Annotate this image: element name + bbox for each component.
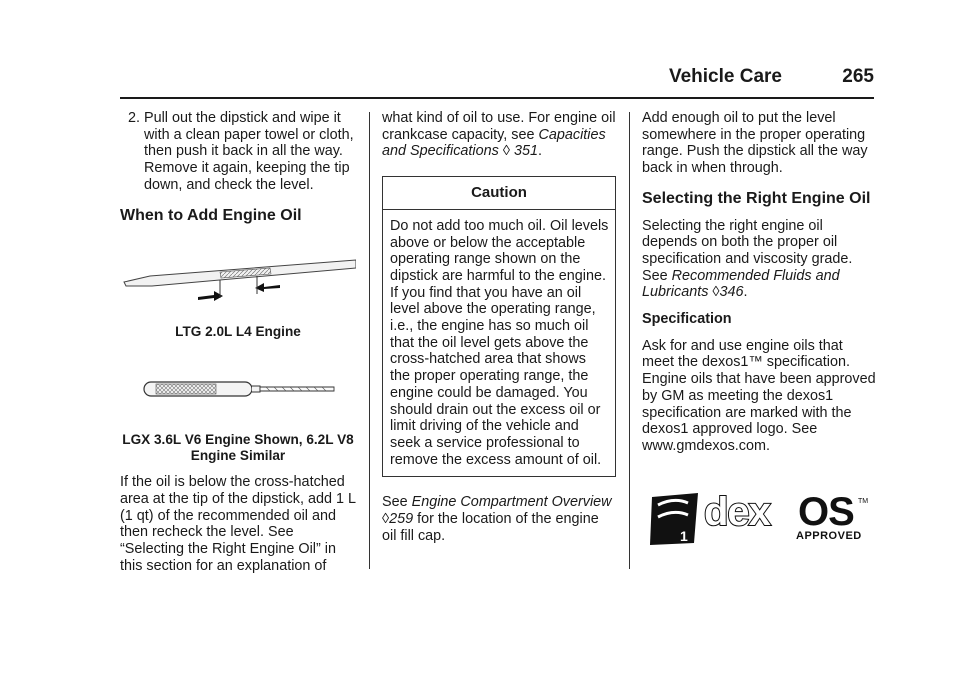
column-1 bbox=[120, 110, 356, 574]
see-prefix: See bbox=[382, 494, 408, 511]
ref-symbol: ◊ bbox=[712, 284, 720, 301]
caution-text: Do not add too much oil. Oil levels above or below the acceptable operating range shown on the dipstick are harmful to the engine. If you find that you have an oil level above the operating range, i.e., the engine has so much oil that the oil level gets above the cross-hatched area that shows the proper operating range, the engine could be damaged. You should drain out the excess oil or limit driving of the vehicle and seek a service professional to remove the excess amount of oil. bbox=[390, 217, 609, 468]
page-number: 265 bbox=[842, 66, 874, 87]
caution-title: Caution bbox=[383, 177, 615, 210]
section-title: Vehicle Care bbox=[668, 66, 782, 87]
column-divider-1 bbox=[369, 112, 370, 569]
dexos-word-dex: dex bbox=[704, 490, 770, 534]
column-divider-2 bbox=[629, 112, 630, 569]
link-recommended-fluids[interactable]: Recommended Fluids and Lubricants bbox=[642, 267, 840, 301]
ref-page-351[interactable]: 351 bbox=[513, 143, 538, 160]
dipstick-illustration-ltg bbox=[120, 246, 356, 316]
caption-lgx: LGX 3.6L V6 Engine Shown, 6.2L V8 Engine Similar bbox=[122, 432, 354, 464]
intro-paragraph: what kind of oil to use. For engine oil crankcase capacity, see Capacities and Specifications ◊ 351. bbox=[382, 110, 616, 160]
add-oil-paragraph: Add enough oil to put the level somewhere in the proper operating range. Push the dipstick all the way back in when through. bbox=[642, 110, 868, 177]
subhead-specification: Specification bbox=[642, 311, 732, 328]
heading-when-to-add: When to Add Engine Oil bbox=[120, 206, 302, 224]
selecting-text: Selecting the right engine oil depends on both the proper oil specification and viscosity grade. See bbox=[642, 217, 853, 284]
ref-page-259[interactable]: 259 bbox=[389, 511, 414, 528]
intro-text: what kind of oil to use. For engine oil crankcase capacity, see bbox=[382, 110, 616, 143]
dexos-word-os: OS bbox=[798, 490, 854, 534]
specification-paragraph: Ask for and use engine oils that meet the dexos1™ specification. Engine oils that have been approved by GM as meeting the dexos1 specification are marked with the dexos1 approved logo. See www.gmdexos.com. bbox=[642, 337, 876, 454]
column-2 bbox=[382, 110, 616, 544]
selecting-paragraph: Selecting the right engine oil depends on both the proper oil specification and viscosity grade. See Recommended Fluids and Lubricants ◊346. bbox=[642, 217, 853, 301]
link-engine-compartment[interactable]: Engine Compartment Overview bbox=[411, 494, 612, 511]
header-rule bbox=[120, 97, 874, 99]
step-2 bbox=[120, 110, 356, 194]
see-suffix: for the location of the engine oil fill cap. bbox=[382, 511, 599, 544]
dipstick-illustration-lgx bbox=[120, 374, 356, 404]
dexos-approved: APPROVED bbox=[796, 529, 862, 542]
page-header bbox=[120, 66, 874, 100]
ref-symbol: ◊ bbox=[382, 511, 390, 528]
see-paragraph bbox=[382, 494, 616, 544]
ref-page-346[interactable]: 346 bbox=[719, 284, 744, 301]
step-text: Pull out the dipstick and wipe it with a clean paper towel or cloth, then push it back in all the way. Remove it again, keeping the tip down, and check the level. bbox=[144, 110, 354, 193]
dexos-tm: TM bbox=[858, 497, 869, 505]
heading-selecting-oil: Selecting the Right Engine Oil bbox=[642, 189, 871, 207]
dexos-logo bbox=[646, 491, 878, 547]
link-capacities[interactable]: Capacities and Specifications bbox=[382, 126, 606, 160]
caution-box bbox=[382, 176, 616, 477]
step-number: 2. bbox=[128, 110, 141, 126]
body-paragraph: If the oil is below the cross-hatched area at the tip of the dipstick, add 1 L (1 qt) of the recommended oil and then recheck the level. See “Selecting the Right Engine Oil” in this section for an explanation of bbox=[120, 474, 356, 574]
column-3 bbox=[642, 110, 878, 547]
caption-ltg: LTG 2.0L L4 Engine bbox=[175, 324, 301, 340]
ref-symbol: ◊ bbox=[502, 143, 510, 160]
dexos-badge-number: 1 bbox=[680, 527, 688, 544]
